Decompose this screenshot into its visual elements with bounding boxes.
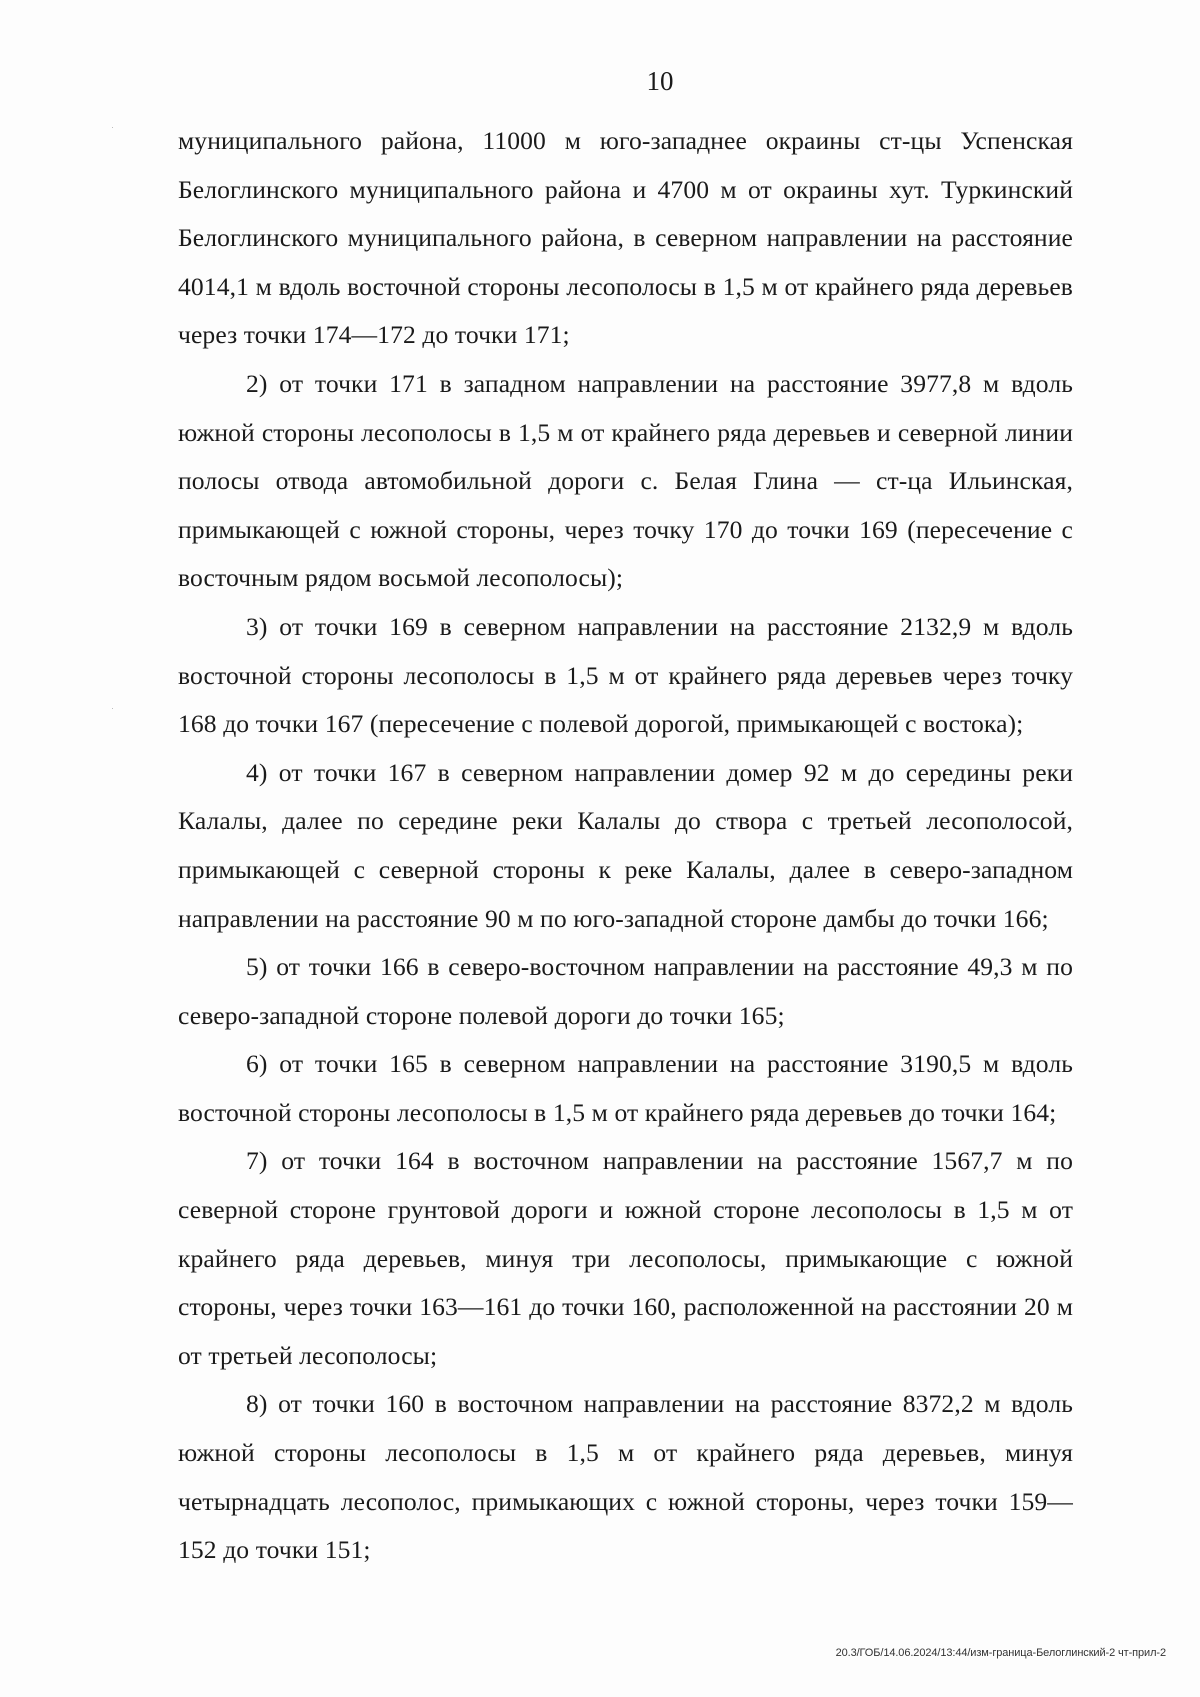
paragraph-item-3: 3) от точки 169 в северном направлении на расстояние 2132,9 м вдоль восточной стороны лесополосы в 1,5 м от крайнего ряда деревьев через точку 168 до точки 167 (пересечение с полевой дорогой, примыкающей с востока); <box>178 611 1073 739</box>
paragraph-continuation: муниципального района, 11000 м юго-западнее окраины ст-цы Успенская Белоглинского муниципального района и 4700 м от окраины хут. Туркинский Белоглинского муниципального района, в северном направлении на расстояние 4014,1 м вдоль восточной стороны лесополосы в 1,5 м от крайнего ряда деревьев через точки 174—172 до точки 171; <box>178 126 1073 350</box>
scan-artifact <box>112 127 113 128</box>
paragraph-item-5: 5) от точки 166 в северо-восточном направлении на расстояние 49,3 м по северо-западной стороне полевой дороги до точки 165; <box>178 952 1073 1030</box>
paragraph-item-6: 6) от точки 165 в северном направлении на расстояние 3190,5 м вдоль восточной стороны лесополосы в 1,5 м от крайнего ряда деревьев до точки 164; <box>178 1049 1073 1127</box>
paragraph-item-4: 4) от точки 167 в северном направлении домер 92 м до середины реки Калалы, далее по середине реки Калалы до створа с третьей лесополосой, примыкающей с северной стороны к реке Калалы, далее в северо-западном направлении на расстояние 90 м по юго-западной стороне дамбы до точки 166; <box>178 757 1073 933</box>
document-body <box>178 117 1073 1575</box>
paragraph-item-2: 2) от точки 171 в западном направлении на расстояние 3977,8 м вдоль южной стороны лесополосы в 1,5 м от крайнего ряда деревьев и северной линии полосы отвода автомобильной дороги с. Белая Глина — ст-ца Ильинская, примыкающей с южной стороны, через точку 170 до точки 169 (пересечение с восточным рядом восьмой лесополосы); <box>178 368 1073 593</box>
page-number: 10 <box>646 66 674 96</box>
paragraph-item-8: 8) от точки 160 в восточном направлении на расстояние 8372,2 м вдоль южной стороны лесополосы в 1,5 м от крайнего ряда деревьев, минуя четырнадцать лесополос, примыкающих с южной стороны, через точки 159—152 до точки 151; <box>178 1389 1073 1565</box>
scan-artifact <box>112 708 113 709</box>
paragraph-item-7: 7) от точки 164 в восточном направлении на расстояние 1567,7 м по северной стороне грунтовой дороги и южной стороне лесополосы в 1,5 м от крайнего ряда деревьев, минуя три лесополосы, примыкающие с южной стороны, через точки 163—161 до точки 160, расположенной на расстоянии 20 м от третьей лесополосы; <box>178 1146 1073 1370</box>
footer-file-reference: 20.3/ГОБ/14.06.2024/13:44/изм-граница-Белоглинский-2 чт-прил-2 <box>835 1647 1166 1659</box>
